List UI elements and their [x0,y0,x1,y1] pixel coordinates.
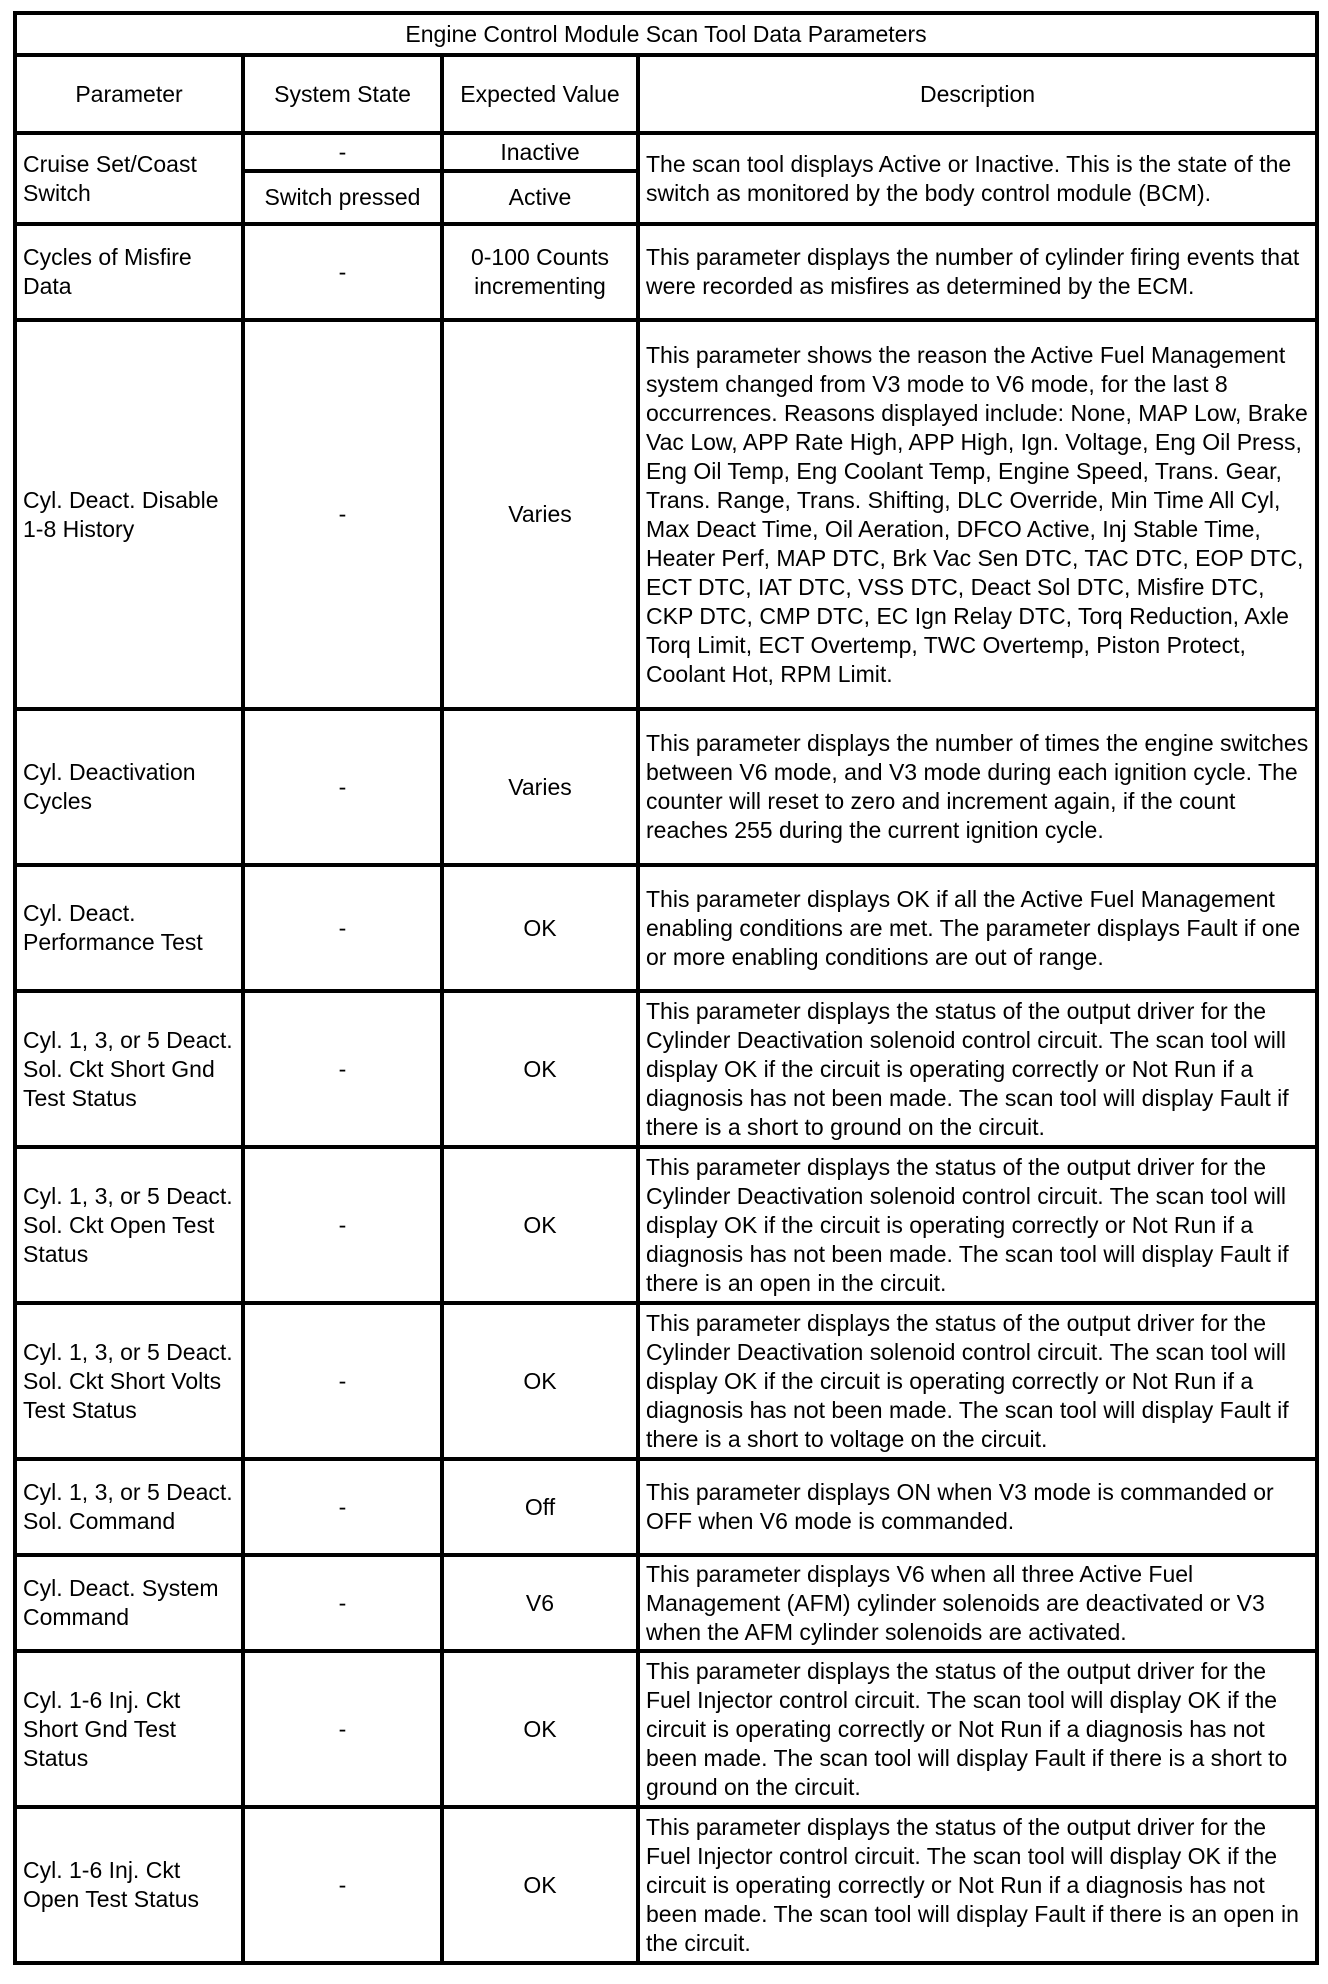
table-title: Engine Control Module Scan Tool Data Parameters [15,13,1317,55]
expected-value-cell: 0-100 Counts incrementing [442,224,638,320]
table-row [15,865,1317,991]
parameter-cell: Cyl. 1, 3, or 5 Deact. Sol. Command [15,1459,243,1555]
table-title-row [15,13,1317,55]
table-row [15,709,1317,865]
header-expected-value: Expected Value [442,55,638,133]
scan-tool-data-table [13,11,1319,1965]
parameter-cell: Cyl. Deact. System Command [15,1555,243,1651]
description-cell: This parameter displays ON when V3 mode is commanded or OFF when V6 mode is commanded. [638,1459,1317,1555]
system-state-cell: - [243,1303,442,1459]
table-header-row [15,55,1317,133]
expected-value-cell: Off [442,1459,638,1555]
system-state-cell: - [243,320,442,709]
description-cell: This parameter displays the status of the output driver for the Fuel Injector control circuit. The scan tool will display OK if the circuit is operating correctly or Not Run if a diagnosis has not been made. The scan tool will display Fault if there is an open in the circuit. [638,1807,1317,1963]
system-state-cell: - [243,991,442,1147]
table-row [15,1303,1317,1459]
parameter-cell: Cyl. Deact. Disable 1-8 History [15,320,243,709]
parameter-cell: Cruise Set/Coast Switch [15,133,243,224]
system-state-cell: - [243,1807,442,1963]
description-cell: This parameter displays the status of the output driver for the Cylinder Deactivation solenoid control circuit. The scan tool will display OK if the circuit is operating correctly or Not Run if a diagnosis has not been made. The scan tool will display Fault if there is a short to voltage on the circuit. [638,1303,1317,1459]
description-cell: This parameter displays the status of the output driver for the Cylinder Deactivation solenoid control circuit. The scan tool will display OK if the circuit is operating correctly or Not Run if a diagnosis has not been made. The scan tool will display Fault if there is an open in the circuit. [638,1147,1317,1303]
parameter-cell: Cyl. 1-6 Inj. Ckt Short Gnd Test Status [15,1651,243,1807]
description-cell: This parameter shows the reason the Active Fuel Management system changed from V3 mode to V6 mode, for the last 8 occurrences. Reasons displayed include: None, MAP Low, Brake Vac Low, APP Rate High, APP High, Ign. Voltage, Eng Oil Press, Eng Oil Temp, Eng Coolant Temp, Engine Speed, Trans. Gear, Trans. Range, Trans. Shifting, DLC Override, Min Time All Cyl, Max Deact Time, Oil Aeration, DFCO Active, Inj Stable Time, Heater Perf, MAP DTC, Brk Vac Sen DTC, TAC DTC, EOP DTC, ECT DTC, IAT DTC, VSS DTC, Deact Sol DTC, Misfire DTC, CKP DTC, CMP DTC, EC Ign Relay DTC, Torq Reduction, Axle Torq Limit, ECT Overtemp, TWC Overtemp, Piston Protect, Coolant Hot, RPM Limit. [638,320,1317,709]
table-row [15,1459,1317,1555]
parameter-cell: Cycles of Misfire Data [15,224,243,320]
expected-value-cell: OK [442,1651,638,1807]
table-row [15,133,1317,171]
parameter-cell: Cyl. Deact. Performance Test [15,865,243,991]
system-state-cell: Switch pressed [243,171,442,224]
system-state-cell: - [243,133,442,171]
expected-value-cell: OK [442,1147,638,1303]
header-parameter: Parameter [15,55,243,133]
description-cell: The scan tool displays Active or Inactive. This is the state of the switch as monitored by the body control module (BCM). [638,133,1317,224]
expected-value-cell: OK [442,991,638,1147]
description-cell: This parameter displays V6 when all three Active Fuel Management (AFM) cylinder solenoids are deactivated or V3 when the AFM cylinder solenoids are activated. [638,1555,1317,1651]
table-row [15,224,1317,320]
expected-value-cell: V6 [442,1555,638,1651]
table-row [15,991,1317,1147]
parameter-cell: Cyl. 1, 3, or 5 Deact. Sol. Ckt Open Test Status [15,1147,243,1303]
header-description: Description [638,55,1317,133]
table-row [15,1651,1317,1807]
table-row [15,1555,1317,1651]
description-cell: This parameter displays OK if all the Active Fuel Management enabling conditions are met. The parameter displays Fault if one or more enabling conditions are out of range. [638,865,1317,991]
system-state-cell: - [243,865,442,991]
parameter-cell: Cyl. 1-6 Inj. Ckt Open Test Status [15,1807,243,1963]
parameter-cell: Cyl. 1, 3, or 5 Deact. Sol. Ckt Short Gnd Test Status [15,991,243,1147]
table-row [15,1147,1317,1303]
description-cell: This parameter displays the status of the output driver for the Fuel Injector control circuit. The scan tool will display OK if the circuit is operating correctly or Not Run if a diagnosis has not been made. The scan tool will display Fault if there is a short to ground on the circuit. [638,1651,1317,1807]
expected-value-cell: OK [442,1303,638,1459]
table-row [15,320,1317,709]
parameter-cell: Cyl. Deactivation Cycles [15,709,243,865]
parameter-cell: Cyl. 1, 3, or 5 Deact. Sol. Ckt Short Volts Test Status [15,1303,243,1459]
expected-value-cell: Active [442,171,638,224]
header-system-state: System State [243,55,442,133]
table-row [15,1807,1317,1963]
system-state-cell: - [243,1651,442,1807]
expected-value-cell: OK [442,1807,638,1963]
system-state-cell: - [243,1147,442,1303]
expected-value-cell: Varies [442,709,638,865]
expected-value-cell: Varies [442,320,638,709]
description-cell: This parameter displays the status of the output driver for the Cylinder Deactivation solenoid control circuit. The scan tool will display OK if the circuit is operating correctly or Not Run if a diagnosis has not been made. The scan tool will display Fault if there is a short to ground on the circuit. [638,991,1317,1147]
description-cell: This parameter displays the number of cylinder firing events that were recorded as misfires as determined by the ECM. [638,224,1317,320]
expected-value-cell: Inactive [442,133,638,171]
description-cell: This parameter displays the number of times the engine switches between V6 mode, and V3 mode during each ignition cycle. The counter will reset to zero and increment again, if the count reaches 255 during the current ignition cycle. [638,709,1317,865]
system-state-cell: - [243,1555,442,1651]
system-state-cell: - [243,1459,442,1555]
system-state-cell: - [243,224,442,320]
system-state-cell: - [243,709,442,865]
expected-value-cell: OK [442,865,638,991]
